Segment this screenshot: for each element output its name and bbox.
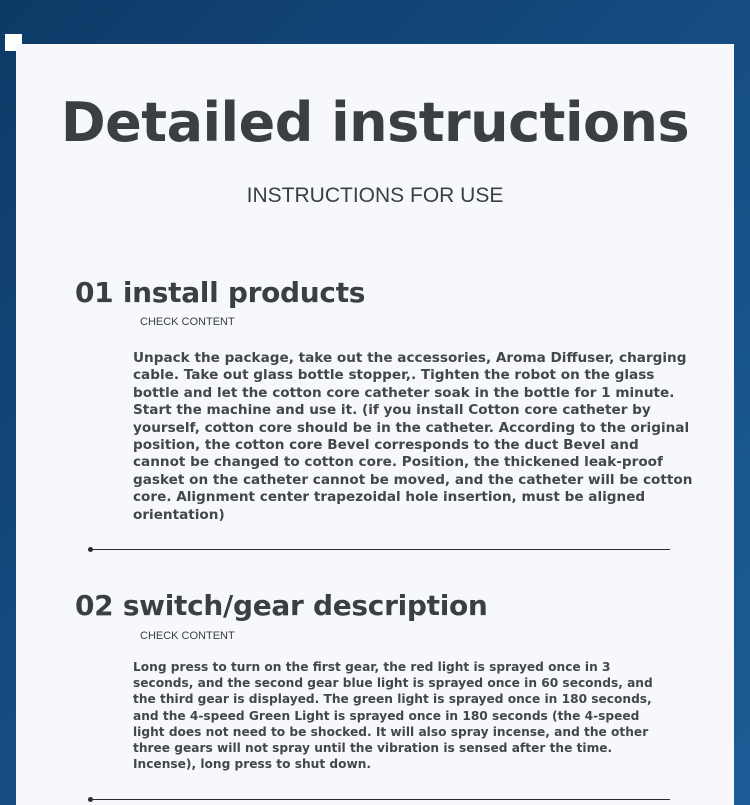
section-2-body: Long press to turn on the first gear, the red light is sprayed once in 3 seconds, and the second gear blue light is sprayed once in 60 seconds, and the third gear is displayed. The green light is sprayed once in 180 seconds, and the 4-speed Green Light is sprayed once in 180 seconds (the 4-speed light does not need to be shocked. It will also spray incense, and the other three gears will not spray until the vibration is sensed after the time. Incense), long press to shut down. xyxy=(133,660,653,772)
page-subtitle: INSTRUCTIONS FOR USE xyxy=(246,184,504,207)
section-1-title: 01 install products xyxy=(75,276,366,309)
section-1-subtitle: CHECK CONTENT xyxy=(140,316,235,328)
page-title: Detailed instructions xyxy=(60,91,690,154)
section-divider-1 xyxy=(88,549,670,550)
section-divider-2 xyxy=(88,799,670,800)
divider-bullet-dot xyxy=(88,797,93,802)
divider-bullet-dot xyxy=(88,547,93,552)
section-2-subtitle: CHECK CONTENT xyxy=(140,630,235,642)
instructions-card xyxy=(16,44,734,805)
section-1-body: Unpack the package, take out the accessories, Aroma Diffuser, charging cable. Take out glass bottle stopper,. Tighten the robot on the glass bottle and let the cotton core catheter soak in the bottle for 1 minute. Start the machine and use it. (if you install Cotton core catheter by yourself, cotton core should be in the catheter. According to the original position, the cotton core Bevel corresponds to the duct Bevel and cannot be changed to cotton core. Position, the thickened leak-proof gasket on the catheter cannot be moved, and the catheter will be cotton core. Alignment center trapezoidal hole insertion, must be aligned orientation) xyxy=(133,350,693,523)
section-2-title: 02 switch/gear description xyxy=(75,589,488,622)
